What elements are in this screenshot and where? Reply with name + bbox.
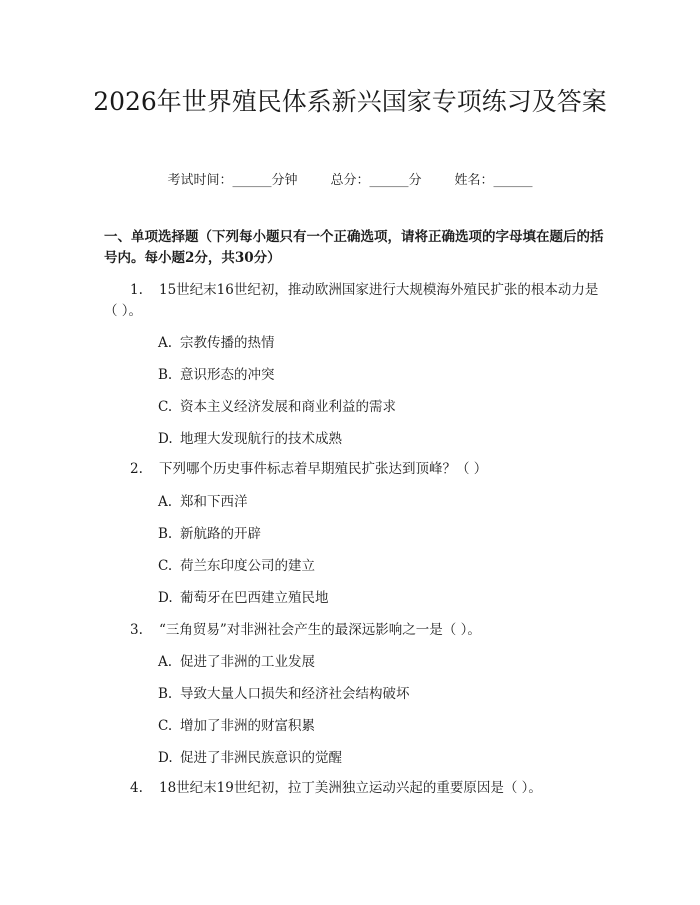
option-letter: A. (158, 654, 173, 670)
option-letter: C. (158, 399, 173, 415)
question-3 (130, 620, 610, 641)
option-text: 导致大量人口损失和经济社会结构破坏 (180, 686, 410, 702)
option-text: 葡萄牙在巴西建立殖民地 (180, 590, 329, 606)
option-text: 荷兰东印度公司的建立 (180, 558, 315, 574)
question-number: 4. (130, 780, 143, 796)
question-3-option-b[interactable] (158, 684, 410, 704)
question-stem: 下列哪个历史事件标志着早期殖民扩张达到顶峰？（ ） (159, 461, 488, 477)
question-1-option-a[interactable] (158, 333, 275, 353)
option-letter: D. (158, 590, 173, 606)
question-3-option-d[interactable] (158, 748, 342, 768)
question-1-option-c[interactable] (158, 397, 396, 417)
option-letter: C. (158, 718, 173, 734)
option-letter: B. (158, 526, 173, 542)
option-text: 促进了非洲民族意识的觉醒 (180, 750, 342, 766)
question-1-option-b[interactable] (158, 365, 275, 385)
question-2-option-a[interactable] (158, 492, 248, 512)
section-heading: 一、单项选择题（下列每小题只有一个正确选项，请将正确选项的字母填在题后的括号内。每小题2分，共30分） (104, 229, 604, 266)
question-4 (130, 778, 610, 799)
option-text: 意识形态的冲突 (180, 367, 275, 383)
option-text: 增加了非洲的财富积累 (180, 718, 315, 734)
question-2-option-c[interactable] (158, 556, 315, 576)
option-letter: B. (158, 367, 173, 383)
question-2 (130, 459, 610, 480)
option-letter: D. (158, 750, 173, 766)
question-1 (104, 280, 604, 322)
question-number: 1. (130, 282, 143, 298)
question-stem: “三角贸易”对非洲社会产生的最深远影响之一是（ ）。 (159, 622, 481, 638)
option-text: 新航路的开辟 (180, 526, 261, 542)
option-letter: B. (158, 686, 173, 702)
question-3-option-a[interactable] (158, 652, 315, 672)
option-text: 促进了非洲的工业发展 (180, 654, 315, 670)
exam-info-line: 考试时间：______分钟 总分：______分 姓名：______ (167, 173, 533, 188)
option-text: 宗教传播的热情 (180, 335, 275, 351)
option-text: 郑和下西洋 (180, 494, 248, 510)
question-number: 2. (130, 461, 143, 477)
question-stem: 15世纪末16世纪初，推动欧洲国家进行大规模海外殖民扩张的根本动力是（ ）。 (104, 282, 599, 319)
question-2-option-d[interactable] (158, 588, 329, 608)
question-3-option-c[interactable] (158, 716, 315, 736)
option-letter: A. (158, 335, 173, 351)
question-1-option-d[interactable] (158, 429, 342, 449)
option-letter: C. (158, 558, 173, 574)
question-number: 3. (130, 622, 143, 638)
page-title: 2026年世界殖民体系新兴国家专项练习及答案 (93, 87, 607, 116)
option-letter: D. (158, 431, 173, 447)
option-letter: A. (158, 494, 173, 510)
option-text: 地理大发现航行的技术成熟 (180, 431, 342, 447)
question-2-option-b[interactable] (158, 524, 261, 544)
question-stem: 18世纪末19世纪初，拉丁美洲独立运动兴起的重要原因是（ ）。 (159, 780, 542, 796)
option-text: 资本主义经济发展和商业利益的需求 (180, 399, 396, 415)
